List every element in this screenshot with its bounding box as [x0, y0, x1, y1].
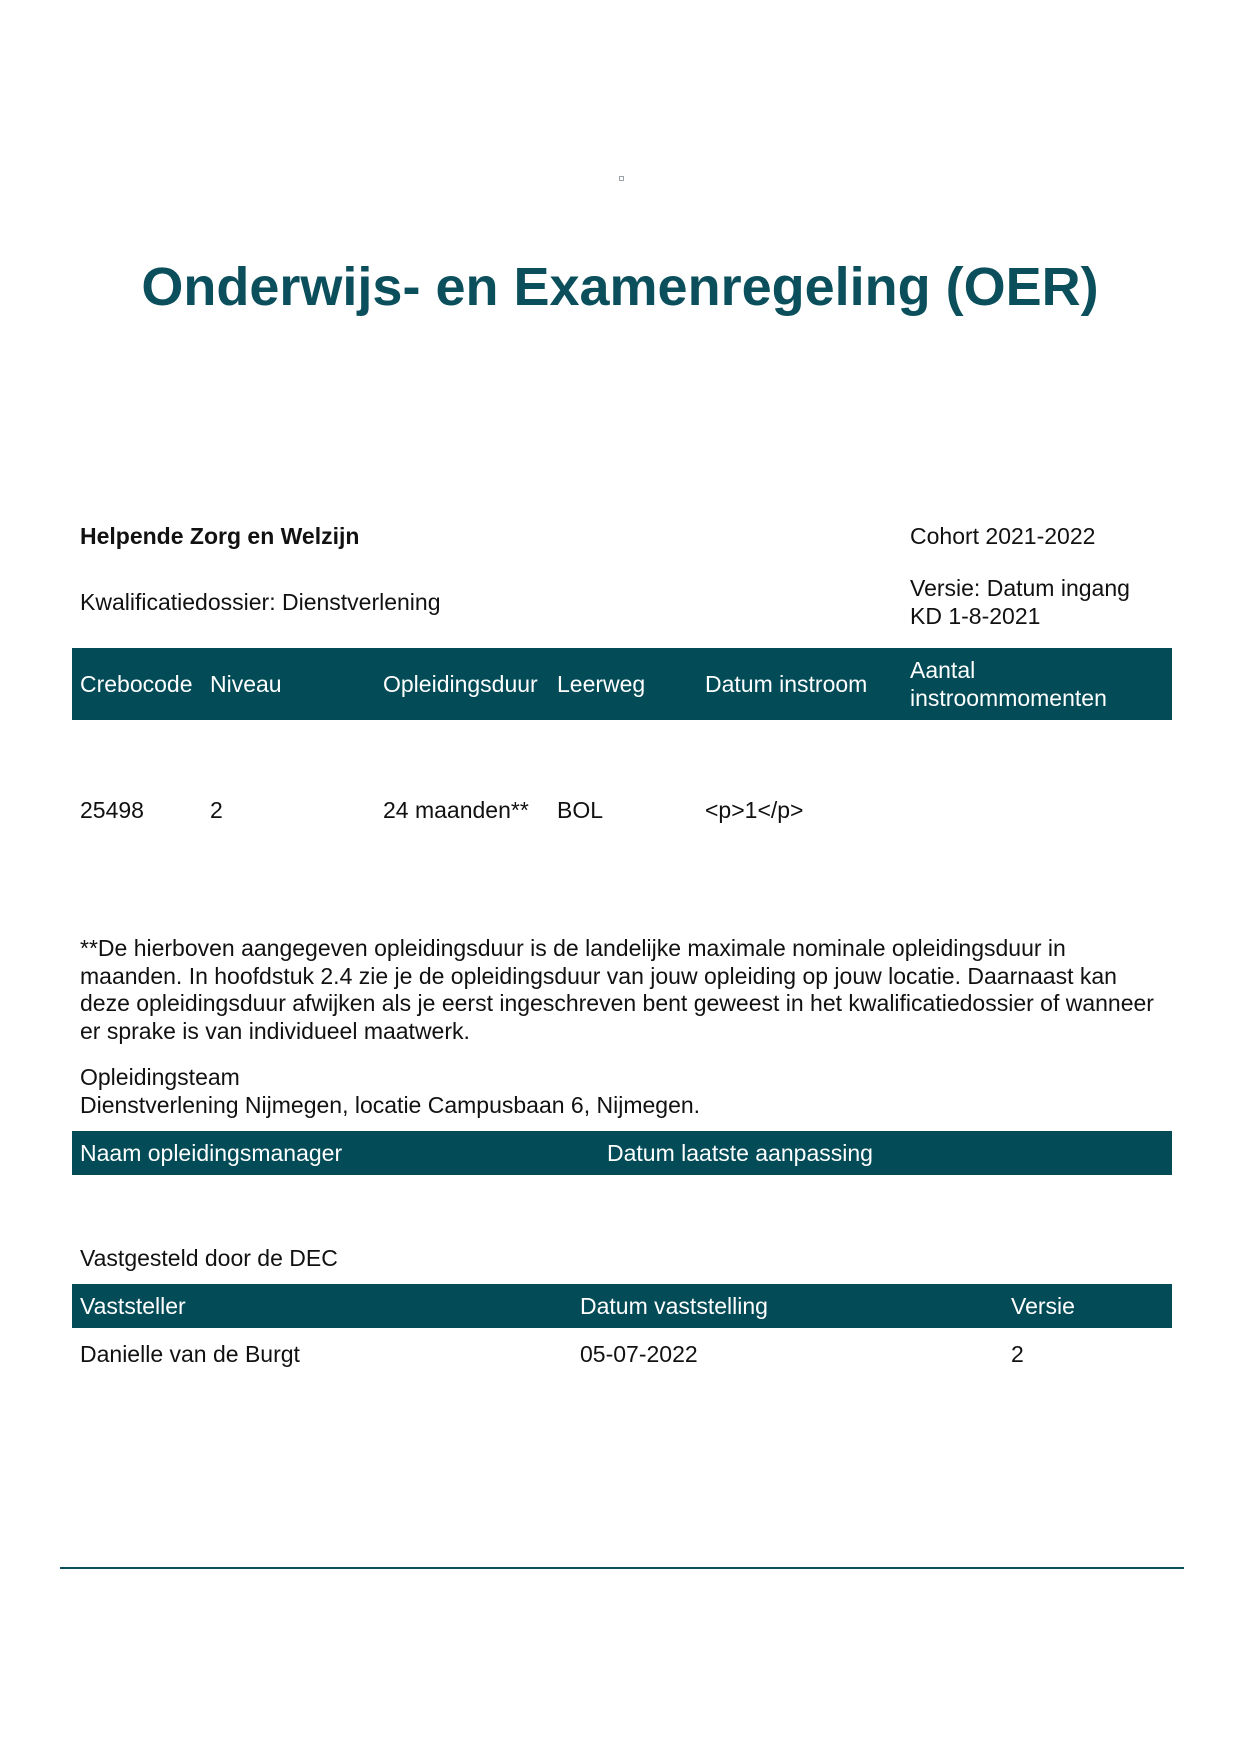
cell-vaststeller: Danielle van de Burgt [80, 1341, 300, 1367]
header-datum-laatste-aanpassing: Datum laatste aanpassing [607, 1140, 873, 1166]
cell-versie: 2 [1011, 1341, 1024, 1367]
header-datum-instroom: Datum instroom [705, 671, 868, 697]
cohort-label: Cohort 2021-2022 [910, 523, 1096, 549]
placeholder-image-icon [619, 176, 624, 181]
cell-crebocode: 25498 [80, 797, 144, 823]
team-label: Opleidingsteam [80, 1064, 240, 1090]
page-title: Onderwijs- en Examenregeling (OER) [141, 257, 1099, 317]
footer-divider [60, 1567, 1184, 1569]
manager-table-header [72, 1131, 1172, 1175]
header-opleidingsduur: Opleidingsduur [383, 671, 538, 697]
vastgesteld-label: Vastgesteld door de DEC [80, 1245, 338, 1271]
header-naam-opleidingsmanager: Naam opleidingsmanager [80, 1140, 343, 1166]
cell-datum-vaststelling: 05-07-2022 [580, 1341, 698, 1367]
cell-datum-instroom: <p>1</p> [705, 797, 804, 823]
header-crebocode: Crebocode [80, 671, 193, 697]
header-leerweg: Leerweg [557, 671, 646, 697]
vaststel-table-header [72, 1284, 1172, 1328]
cell-niveau: 2 [210, 797, 223, 823]
cell-leerweg: BOL [557, 797, 604, 823]
main-table-header [72, 648, 1172, 720]
cell-opleidingsduur: 24 maanden** [383, 797, 529, 823]
header-versie: Versie [1011, 1293, 1075, 1319]
header-aantal-line2: instroommomenten [910, 685, 1107, 711]
header-datum-vaststelling: Datum vaststelling [580, 1293, 768, 1319]
team-value: Dienstverlening Nijmegen, locatie Campusbaan 6, Nijmegen. [80, 1092, 701, 1118]
header-vaststeller: Vaststeller [80, 1293, 186, 1319]
versie-label-line2: KD 1-8-2021 [910, 603, 1041, 629]
versie-label-line1: Versie: Datum ingang [910, 575, 1130, 601]
header-aantal-line1: Aantal [910, 657, 976, 683]
header-niveau: Niveau [210, 671, 282, 697]
kwalificatiedossier-label: Kwalificatiedossier: Dienstverlening [80, 589, 441, 615]
opleiding-name: Helpende Zorg en Welzijn [80, 523, 360, 549]
footnote-paragraph: **De hierboven aangegeven opleidingsduur is de landelijke maximale nominale opleidingsduur in maanden. In hoofdstuk 2.4 zie je de opleidingsduur van jouw opleiding op jouw locatie. Daarnaast kan deze opleidingsduur afwijken als je eerst ingeschreven bent geweest in het kwalificatiedossier of wanneer er sprake is van individueel maatwerk. [80, 935, 1154, 1044]
